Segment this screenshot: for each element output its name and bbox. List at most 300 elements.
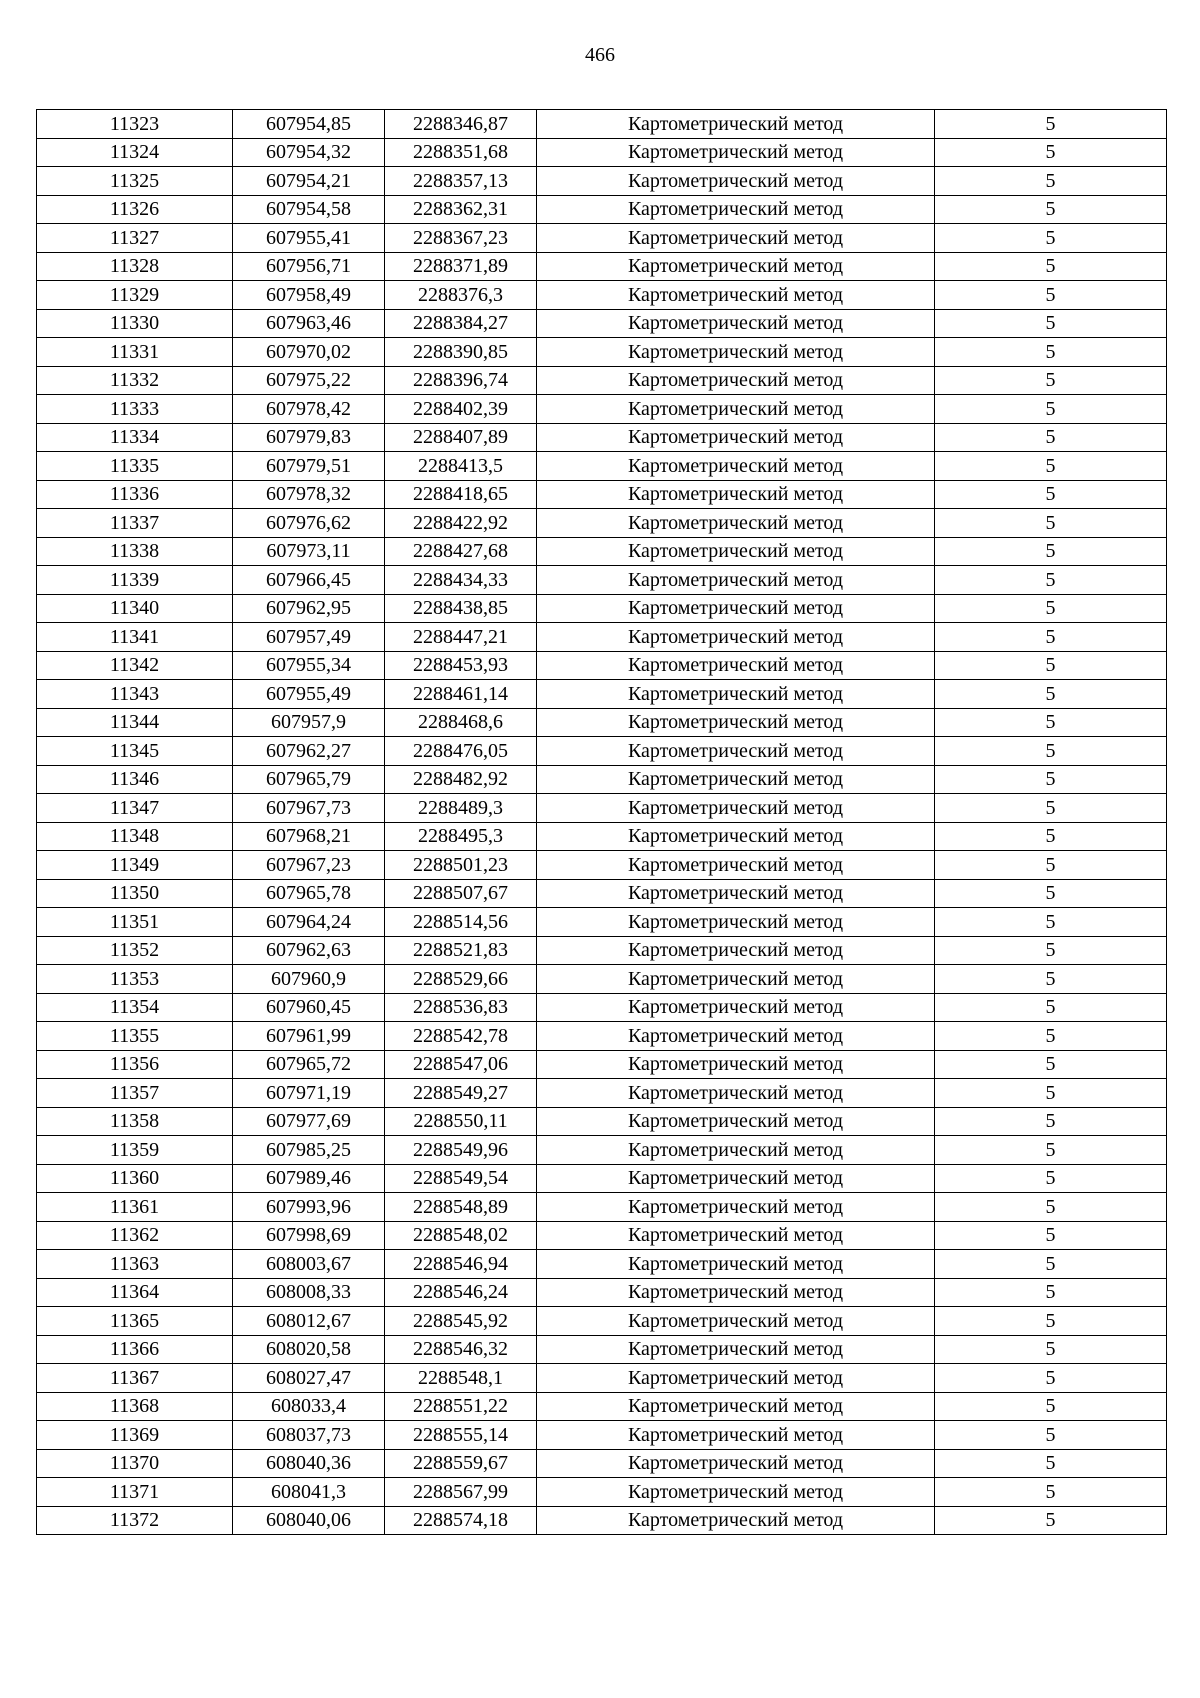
x-coordinate-cell: 607955,41 [233, 224, 385, 253]
x-coordinate-cell: 608040,06 [233, 1506, 385, 1535]
table-row [37, 993, 1167, 1022]
accuracy-cell: 5 [935, 794, 1167, 823]
table-row [37, 1478, 1167, 1507]
accuracy-cell: 5 [935, 138, 1167, 167]
x-coordinate-cell: 608003,67 [233, 1250, 385, 1279]
x-coordinate-cell: 607978,32 [233, 480, 385, 509]
method-cell: Картометрический метод [537, 822, 935, 851]
point-number-cell: 11349 [37, 851, 233, 880]
method-cell: Картометрический метод [537, 566, 935, 595]
y-coordinate-cell: 2288567,99 [385, 1478, 537, 1507]
table-row [37, 623, 1167, 652]
table-row [37, 1364, 1167, 1393]
accuracy-cell: 5 [935, 423, 1167, 452]
x-coordinate-cell: 607960,45 [233, 993, 385, 1022]
x-coordinate-cell: 607966,45 [233, 566, 385, 595]
method-cell: Картометрический метод [537, 1449, 935, 1478]
method-cell: Картометрический метод [537, 737, 935, 766]
point-number-cell: 11362 [37, 1221, 233, 1250]
y-coordinate-cell: 2288476,05 [385, 737, 537, 766]
table-row [37, 110, 1167, 139]
x-coordinate-cell: 607993,96 [233, 1193, 385, 1222]
table-row [37, 309, 1167, 338]
x-coordinate-cell: 607955,34 [233, 651, 385, 680]
accuracy-cell: 5 [935, 1250, 1167, 1279]
table-row [37, 879, 1167, 908]
accuracy-cell: 5 [935, 851, 1167, 880]
x-coordinate-cell: 607964,24 [233, 908, 385, 937]
point-number-cell: 11338 [37, 537, 233, 566]
method-cell: Картометрический метод [537, 224, 935, 253]
method-cell: Картометрический метод [537, 965, 935, 994]
table-row [37, 594, 1167, 623]
y-coordinate-cell: 2288545,92 [385, 1307, 537, 1336]
point-number-cell: 11330 [37, 309, 233, 338]
accuracy-cell: 5 [935, 594, 1167, 623]
point-number-cell: 11369 [37, 1421, 233, 1450]
accuracy-cell: 5 [935, 1079, 1167, 1108]
method-cell: Картометрический метод [537, 594, 935, 623]
x-coordinate-cell: 607965,72 [233, 1050, 385, 1079]
table-row [37, 195, 1167, 224]
method-cell: Картометрический метод [537, 993, 935, 1022]
point-number-cell: 11352 [37, 936, 233, 965]
table-row [37, 423, 1167, 452]
accuracy-cell: 5 [935, 1278, 1167, 1307]
accuracy-cell: 5 [935, 480, 1167, 509]
table-row [37, 1164, 1167, 1193]
point-number-cell: 11333 [37, 395, 233, 424]
x-coordinate-cell: 607979,51 [233, 452, 385, 481]
y-coordinate-cell: 2288438,85 [385, 594, 537, 623]
table-row [37, 1079, 1167, 1108]
point-number-cell: 11365 [37, 1307, 233, 1336]
x-coordinate-cell: 607954,32 [233, 138, 385, 167]
accuracy-cell: 5 [935, 765, 1167, 794]
accuracy-cell: 5 [935, 1221, 1167, 1250]
point-number-cell: 11326 [37, 195, 233, 224]
y-coordinate-cell: 2288501,23 [385, 851, 537, 880]
accuracy-cell: 5 [935, 651, 1167, 680]
point-number-cell: 11354 [37, 993, 233, 1022]
x-coordinate-cell: 607957,49 [233, 623, 385, 652]
table-row [37, 1278, 1167, 1307]
method-cell: Картометрический метод [537, 1022, 935, 1051]
table-row [37, 252, 1167, 281]
x-coordinate-cell: 607967,23 [233, 851, 385, 880]
accuracy-cell: 5 [935, 965, 1167, 994]
x-coordinate-cell: 607961,99 [233, 1022, 385, 1051]
method-cell: Картометрический метод [537, 423, 935, 452]
point-number-cell: 11370 [37, 1449, 233, 1478]
method-cell: Картометрический метод [537, 138, 935, 167]
table-row [37, 1421, 1167, 1450]
y-coordinate-cell: 2288453,93 [385, 651, 537, 680]
y-coordinate-cell: 2288546,24 [385, 1278, 537, 1307]
point-number-cell: 11368 [37, 1392, 233, 1421]
table-row [37, 366, 1167, 395]
point-number-cell: 11358 [37, 1107, 233, 1136]
accuracy-cell: 5 [935, 1136, 1167, 1165]
accuracy-cell: 5 [935, 993, 1167, 1022]
y-coordinate-cell: 2288574,18 [385, 1506, 537, 1535]
coordinates-table [36, 109, 1167, 1535]
x-coordinate-cell: 608027,47 [233, 1364, 385, 1393]
x-coordinate-cell: 607977,69 [233, 1107, 385, 1136]
x-coordinate-cell: 607955,49 [233, 680, 385, 709]
point-number-cell: 11347 [37, 794, 233, 823]
point-number-cell: 11367 [37, 1364, 233, 1393]
method-cell: Картометрический метод [537, 1421, 935, 1450]
point-number-cell: 11346 [37, 765, 233, 794]
table-row [37, 708, 1167, 737]
point-number-cell: 11340 [37, 594, 233, 623]
table-row [37, 395, 1167, 424]
point-number-cell: 11355 [37, 1022, 233, 1051]
point-number-cell: 11329 [37, 281, 233, 310]
x-coordinate-cell: 607973,11 [233, 537, 385, 566]
y-coordinate-cell: 2288351,68 [385, 138, 537, 167]
x-coordinate-cell: 608040,36 [233, 1449, 385, 1478]
table-row [37, 167, 1167, 196]
method-cell: Картометрический метод [537, 1050, 935, 1079]
y-coordinate-cell: 2288521,83 [385, 936, 537, 965]
accuracy-cell: 5 [935, 1478, 1167, 1507]
point-number-cell: 11359 [37, 1136, 233, 1165]
table-row [37, 737, 1167, 766]
accuracy-cell: 5 [935, 1421, 1167, 1450]
table-row [37, 480, 1167, 509]
accuracy-cell: 5 [935, 509, 1167, 538]
table-row [37, 851, 1167, 880]
table-row [37, 1193, 1167, 1222]
y-coordinate-cell: 2288549,54 [385, 1164, 537, 1193]
x-coordinate-cell: 607962,27 [233, 737, 385, 766]
table-row [37, 452, 1167, 481]
y-coordinate-cell: 2288514,56 [385, 908, 537, 937]
y-coordinate-cell: 2288468,6 [385, 708, 537, 737]
accuracy-cell: 5 [935, 1307, 1167, 1336]
table-row [37, 1307, 1167, 1336]
x-coordinate-cell: 607978,42 [233, 395, 385, 424]
table-row [37, 680, 1167, 709]
y-coordinate-cell: 2288434,33 [385, 566, 537, 595]
method-cell: Картометрический метод [537, 1364, 935, 1393]
y-coordinate-cell: 2288482,92 [385, 765, 537, 794]
method-cell: Картометрический метод [537, 1193, 935, 1222]
point-number-cell: 11336 [37, 480, 233, 509]
method-cell: Картометрический метод [537, 1278, 935, 1307]
accuracy-cell: 5 [935, 167, 1167, 196]
x-coordinate-cell: 607958,49 [233, 281, 385, 310]
method-cell: Картометрический метод [537, 623, 935, 652]
method-cell: Картометрический метод [537, 1335, 935, 1364]
table-row [37, 765, 1167, 794]
x-coordinate-cell: 607965,79 [233, 765, 385, 794]
accuracy-cell: 5 [935, 338, 1167, 367]
y-coordinate-cell: 2288555,14 [385, 1421, 537, 1450]
y-coordinate-cell: 2288396,74 [385, 366, 537, 395]
accuracy-cell: 5 [935, 309, 1167, 338]
table-row [37, 1392, 1167, 1421]
point-number-cell: 11343 [37, 680, 233, 709]
x-coordinate-cell: 608037,73 [233, 1421, 385, 1450]
method-cell: Картометрический метод [537, 879, 935, 908]
point-number-cell: 11339 [37, 566, 233, 595]
method-cell: Картометрический метод [537, 452, 935, 481]
y-coordinate-cell: 2288447,21 [385, 623, 537, 652]
accuracy-cell: 5 [935, 1107, 1167, 1136]
x-coordinate-cell: 607962,95 [233, 594, 385, 623]
point-number-cell: 11371 [37, 1478, 233, 1507]
point-number-cell: 11350 [37, 879, 233, 908]
point-number-cell: 11345 [37, 737, 233, 766]
accuracy-cell: 5 [935, 281, 1167, 310]
table-row [37, 509, 1167, 538]
accuracy-cell: 5 [935, 908, 1167, 937]
method-cell: Картометрический метод [537, 537, 935, 566]
accuracy-cell: 5 [935, 195, 1167, 224]
table-row [37, 1221, 1167, 1250]
method-cell: Картометрический метод [537, 1478, 935, 1507]
y-coordinate-cell: 2288362,31 [385, 195, 537, 224]
point-number-cell: 11342 [37, 651, 233, 680]
accuracy-cell: 5 [935, 110, 1167, 139]
accuracy-cell: 5 [935, 1449, 1167, 1478]
y-coordinate-cell: 2288371,89 [385, 252, 537, 281]
point-number-cell: 11356 [37, 1050, 233, 1079]
point-number-cell: 11351 [37, 908, 233, 937]
y-coordinate-cell: 2288548,02 [385, 1221, 537, 1250]
table-row [37, 338, 1167, 367]
table-body [37, 110, 1167, 1535]
method-cell: Картометрический метод [537, 708, 935, 737]
point-number-cell: 11325 [37, 167, 233, 196]
point-number-cell: 11348 [37, 822, 233, 851]
point-number-cell: 11323 [37, 110, 233, 139]
method-cell: Картометрический метод [537, 1221, 935, 1250]
y-coordinate-cell: 2288422,92 [385, 509, 537, 538]
y-coordinate-cell: 2288495,3 [385, 822, 537, 851]
accuracy-cell: 5 [935, 822, 1167, 851]
x-coordinate-cell: 607971,19 [233, 1079, 385, 1108]
table-row [37, 224, 1167, 253]
accuracy-cell: 5 [935, 623, 1167, 652]
x-coordinate-cell: 607968,21 [233, 822, 385, 851]
accuracy-cell: 5 [935, 224, 1167, 253]
method-cell: Картометрический метод [537, 851, 935, 880]
y-coordinate-cell: 2288367,23 [385, 224, 537, 253]
method-cell: Картометрический метод [537, 936, 935, 965]
method-cell: Картометрический метод [537, 1107, 935, 1136]
y-coordinate-cell: 2288461,14 [385, 680, 537, 709]
table-row [37, 1506, 1167, 1535]
accuracy-cell: 5 [935, 537, 1167, 566]
method-cell: Картометрический метод [537, 1250, 935, 1279]
accuracy-cell: 5 [935, 936, 1167, 965]
point-number-cell: 11372 [37, 1506, 233, 1535]
x-coordinate-cell: 607954,85 [233, 110, 385, 139]
method-cell: Картометрический метод [537, 1392, 935, 1421]
table-row [37, 1107, 1167, 1136]
table-row [37, 936, 1167, 965]
table-row [37, 965, 1167, 994]
table-row [37, 1250, 1167, 1279]
y-coordinate-cell: 2288418,65 [385, 480, 537, 509]
method-cell: Картометрический метод [537, 338, 935, 367]
method-cell: Картометрический метод [537, 110, 935, 139]
x-coordinate-cell: 607979,83 [233, 423, 385, 452]
y-coordinate-cell: 2288548,89 [385, 1193, 537, 1222]
x-coordinate-cell: 608041,3 [233, 1478, 385, 1507]
point-number-cell: 11364 [37, 1278, 233, 1307]
x-coordinate-cell: 608033,4 [233, 1392, 385, 1421]
y-coordinate-cell: 2288357,13 [385, 167, 537, 196]
x-coordinate-cell: 608008,33 [233, 1278, 385, 1307]
point-number-cell: 11353 [37, 965, 233, 994]
point-number-cell: 11331 [37, 338, 233, 367]
page-number: 466 [585, 44, 615, 66]
accuracy-cell: 5 [935, 252, 1167, 281]
method-cell: Картометрический метод [537, 252, 935, 281]
method-cell: Картометрический метод [537, 480, 935, 509]
x-coordinate-cell: 607957,9 [233, 708, 385, 737]
point-number-cell: 11328 [37, 252, 233, 281]
table-row [37, 566, 1167, 595]
method-cell: Картометрический метод [537, 195, 935, 224]
accuracy-cell: 5 [935, 566, 1167, 595]
x-coordinate-cell: 607954,58 [233, 195, 385, 224]
y-coordinate-cell: 2288536,83 [385, 993, 537, 1022]
point-number-cell: 11337 [37, 509, 233, 538]
x-coordinate-cell: 607963,46 [233, 309, 385, 338]
point-number-cell: 11327 [37, 224, 233, 253]
accuracy-cell: 5 [935, 879, 1167, 908]
accuracy-cell: 5 [935, 737, 1167, 766]
accuracy-cell: 5 [935, 680, 1167, 709]
accuracy-cell: 5 [935, 1506, 1167, 1535]
table-row [37, 1050, 1167, 1079]
accuracy-cell: 5 [935, 1022, 1167, 1051]
method-cell: Картометрический метод [537, 167, 935, 196]
accuracy-cell: 5 [935, 708, 1167, 737]
method-cell: Картометрический метод [537, 651, 935, 680]
method-cell: Картометрический метод [537, 1506, 935, 1535]
table-row [37, 794, 1167, 823]
x-coordinate-cell: 607975,22 [233, 366, 385, 395]
x-coordinate-cell: 607970,02 [233, 338, 385, 367]
point-number-cell: 11357 [37, 1079, 233, 1108]
table-row [37, 537, 1167, 566]
method-cell: Картометрический метод [537, 1136, 935, 1165]
point-number-cell: 11341 [37, 623, 233, 652]
y-coordinate-cell: 2288384,27 [385, 309, 537, 338]
point-number-cell: 11360 [37, 1164, 233, 1193]
accuracy-cell: 5 [935, 1392, 1167, 1421]
accuracy-cell: 5 [935, 452, 1167, 481]
accuracy-cell: 5 [935, 1364, 1167, 1393]
table-row [37, 822, 1167, 851]
table-row [37, 651, 1167, 680]
method-cell: Картометрический метод [537, 281, 935, 310]
y-coordinate-cell: 2288489,3 [385, 794, 537, 823]
method-cell: Картометрический метод [537, 908, 935, 937]
x-coordinate-cell: 607954,21 [233, 167, 385, 196]
table-row [37, 1136, 1167, 1165]
y-coordinate-cell: 2288407,89 [385, 423, 537, 452]
accuracy-cell: 5 [935, 366, 1167, 395]
y-coordinate-cell: 2288402,39 [385, 395, 537, 424]
y-coordinate-cell: 2288548,1 [385, 1364, 537, 1393]
point-number-cell: 11363 [37, 1250, 233, 1279]
method-cell: Картометрический метод [537, 366, 935, 395]
point-number-cell: 11332 [37, 366, 233, 395]
table-row [37, 1449, 1167, 1478]
table-row [37, 1022, 1167, 1051]
y-coordinate-cell: 2288546,94 [385, 1250, 537, 1279]
table-row [37, 281, 1167, 310]
accuracy-cell: 5 [935, 395, 1167, 424]
accuracy-cell: 5 [935, 1164, 1167, 1193]
x-coordinate-cell: 608012,67 [233, 1307, 385, 1336]
method-cell: Картометрический метод [537, 1079, 935, 1108]
point-number-cell: 11334 [37, 423, 233, 452]
x-coordinate-cell: 607976,62 [233, 509, 385, 538]
x-coordinate-cell: 607956,71 [233, 252, 385, 281]
method-cell: Картометрический метод [537, 395, 935, 424]
y-coordinate-cell: 2288549,27 [385, 1079, 537, 1108]
point-number-cell: 11324 [37, 138, 233, 167]
y-coordinate-cell: 2288559,67 [385, 1449, 537, 1478]
x-coordinate-cell: 607967,73 [233, 794, 385, 823]
table-row [37, 138, 1167, 167]
x-coordinate-cell: 607985,25 [233, 1136, 385, 1165]
method-cell: Картометрический метод [537, 680, 935, 709]
x-coordinate-cell: 607960,9 [233, 965, 385, 994]
y-coordinate-cell: 2288549,96 [385, 1136, 537, 1165]
y-coordinate-cell: 2288390,85 [385, 338, 537, 367]
y-coordinate-cell: 2288507,67 [385, 879, 537, 908]
x-coordinate-cell: 607998,69 [233, 1221, 385, 1250]
accuracy-cell: 5 [935, 1050, 1167, 1079]
x-coordinate-cell: 607989,46 [233, 1164, 385, 1193]
table-row [37, 908, 1167, 937]
method-cell: Картометрический метод [537, 765, 935, 794]
y-coordinate-cell: 2288376,3 [385, 281, 537, 310]
method-cell: Картометрический метод [537, 509, 935, 538]
point-number-cell: 11344 [37, 708, 233, 737]
accuracy-cell: 5 [935, 1193, 1167, 1222]
x-coordinate-cell: 608020,58 [233, 1335, 385, 1364]
y-coordinate-cell: 2288546,32 [385, 1335, 537, 1364]
point-number-cell: 11361 [37, 1193, 233, 1222]
method-cell: Картометрический метод [537, 794, 935, 823]
y-coordinate-cell: 2288346,87 [385, 110, 537, 139]
y-coordinate-cell: 2288542,78 [385, 1022, 537, 1051]
y-coordinate-cell: 2288427,68 [385, 537, 537, 566]
point-number-cell: 11366 [37, 1335, 233, 1364]
x-coordinate-cell: 607965,78 [233, 879, 385, 908]
y-coordinate-cell: 2288550,11 [385, 1107, 537, 1136]
y-coordinate-cell: 2288547,06 [385, 1050, 537, 1079]
point-number-cell: 11335 [37, 452, 233, 481]
accuracy-cell: 5 [935, 1335, 1167, 1364]
y-coordinate-cell: 2288551,22 [385, 1392, 537, 1421]
table-row [37, 1335, 1167, 1364]
method-cell: Картометрический метод [537, 1307, 935, 1336]
y-coordinate-cell: 2288529,66 [385, 965, 537, 994]
method-cell: Картометрический метод [537, 309, 935, 338]
